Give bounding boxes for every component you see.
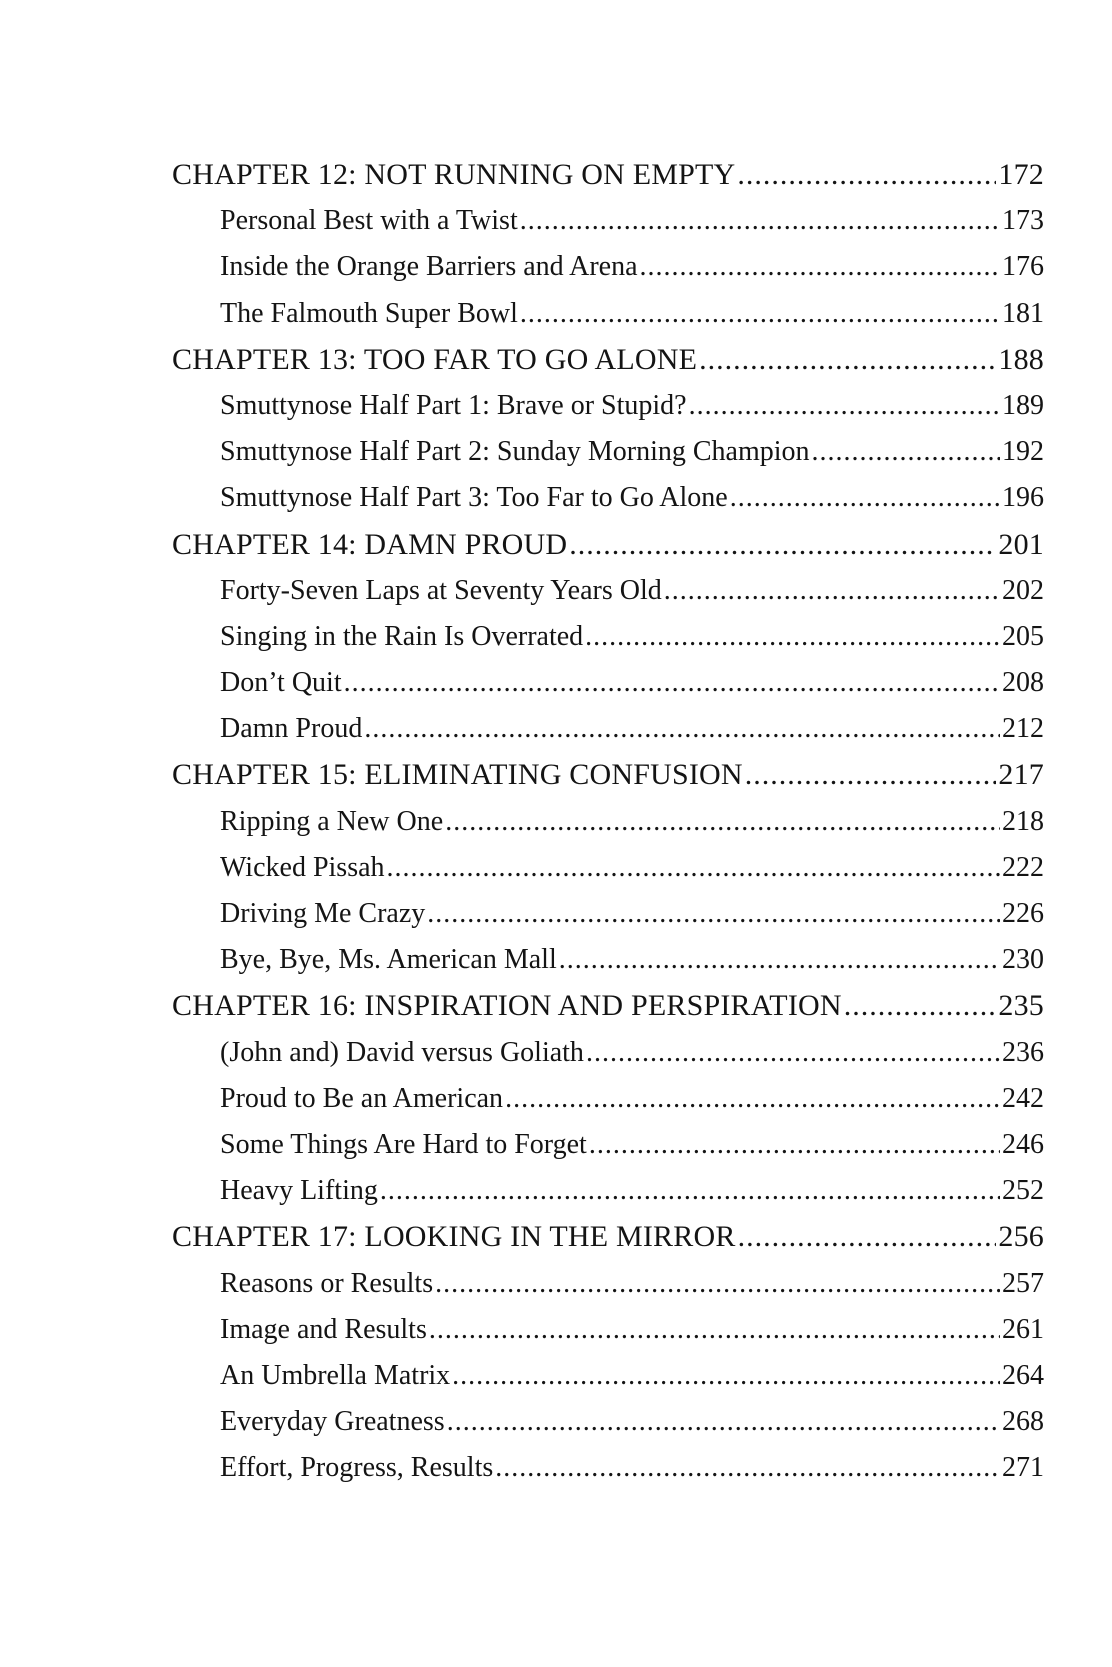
toc-entry-title: An Umbrella Matrix <box>220 1359 451 1391</box>
dot-leader <box>520 198 1000 244</box>
toc-entry-page-number: 261 <box>1002 1313 1044 1345</box>
toc-entry-page-number: 196 <box>1002 482 1044 514</box>
toc-entry-title: Image and Results <box>220 1313 427 1345</box>
dot-leader <box>586 1030 1000 1076</box>
toc-entry-title: Driving Me Crazy <box>220 898 426 929</box>
dot-leader <box>387 845 1000 891</box>
toc-entry-title: CHAPTER 17: LOOKING IN THE MIRROR <box>172 1220 736 1254</box>
toc-entry-page-number: 202 <box>1002 574 1044 606</box>
toc-entry-page-number: 189 <box>1002 389 1044 421</box>
toc-entry-page-number: 173 <box>1002 205 1044 237</box>
toc-chapter-entry <box>172 752 1044 798</box>
dot-leader <box>505 1076 1000 1122</box>
dot-leader <box>380 1168 1000 1214</box>
toc-entry-title: Singing in the Rain Is Overrated <box>220 620 584 652</box>
dot-leader <box>640 244 1001 290</box>
toc-entry-page-number: 246 <box>1002 1128 1044 1160</box>
toc-entry-page-number: 242 <box>1002 1082 1044 1114</box>
toc-entry-page-number: 222 <box>1002 851 1044 883</box>
dot-leader <box>589 1122 1000 1168</box>
dot-leader <box>699 337 996 383</box>
toc-entry-title: Personal Best with a Twist <box>220 205 518 237</box>
dot-leader <box>445 799 1000 845</box>
toc-chapter-entry <box>172 337 1044 383</box>
dot-leader <box>520 291 1000 337</box>
toc-section-entry <box>172 799 1044 845</box>
toc-section-entry <box>172 475 1044 521</box>
toc-entry-page-number: 257 <box>1002 1267 1044 1299</box>
toc-entry-page-number: 226 <box>1002 898 1044 929</box>
toc-section-entry <box>172 383 1044 429</box>
toc-section-entry <box>172 1307 1044 1353</box>
toc-entry-title: Reasons or Results <box>220 1267 434 1299</box>
dot-leader <box>689 383 1000 429</box>
toc-chapter-entry <box>172 983 1044 1029</box>
toc-entry-page-number: 212 <box>1002 713 1044 745</box>
dot-leader <box>364 706 1000 752</box>
toc-entry-title: (John and) David versus Goliath <box>220 1036 584 1068</box>
toc-entry-page-number: 201 <box>998 527 1044 561</box>
toc-entry-title: Everyday Greatness <box>220 1406 445 1438</box>
dot-leader <box>745 752 997 798</box>
toc-entry-title: Bye, Bye, Ms. American Mall <box>220 944 557 976</box>
toc-section-entry <box>172 291 1044 337</box>
dot-leader <box>447 1399 1000 1445</box>
toc-entry-title: Forty-Seven Laps at Seventy Years Old <box>220 574 662 606</box>
toc-section-entry <box>172 614 1044 660</box>
toc-section-entry <box>172 198 1044 244</box>
dot-leader <box>737 152 996 198</box>
toc-section-entry <box>172 706 1044 752</box>
toc-entry-page-number: 205 <box>1002 620 1044 652</box>
toc-entry-title: Heavy Lifting <box>220 1175 378 1207</box>
dot-leader <box>427 891 1000 937</box>
toc-entry-title: Inside the Orange Barriers and Arena <box>220 251 638 283</box>
toc-entry-title: CHAPTER 12: NOT RUNNING ON EMPTY <box>172 158 736 191</box>
dot-leader <box>429 1307 1000 1353</box>
toc-section-entry <box>172 1353 1044 1399</box>
toc-section-entry <box>172 1261 1044 1307</box>
toc-entry-title: Don’t Quit <box>220 667 342 699</box>
toc-section-entry <box>172 1399 1044 1445</box>
toc-entry-title: The Falmouth Super Bowl <box>220 297 518 329</box>
toc-section-entry <box>172 1168 1044 1214</box>
toc-entry-title: Proud to Be an American <box>220 1082 504 1114</box>
toc-section-entry <box>172 1445 1044 1491</box>
toc-entry-page-number: 264 <box>1002 1359 1044 1391</box>
dot-leader <box>812 429 1000 475</box>
toc-entry-title: Ripping a New One <box>220 805 444 837</box>
toc-section-entry <box>172 429 1044 475</box>
toc-section-entry <box>172 937 1044 983</box>
toc-section-entry <box>172 1122 1044 1168</box>
toc-chapter-entry <box>172 1214 1044 1260</box>
dot-leader <box>569 522 996 568</box>
dot-leader <box>559 937 1000 983</box>
toc-entry-page-number: 172 <box>998 158 1044 191</box>
toc-entry-title: Damn Proud <box>220 713 363 745</box>
toc-entry-page-number: 218 <box>1002 805 1044 837</box>
toc-entry-page-number: 230 <box>1002 944 1044 976</box>
toc-entry-page-number: 252 <box>1002 1175 1044 1207</box>
dot-leader <box>738 1214 997 1260</box>
toc-entry-page-number: 217 <box>998 758 1044 792</box>
table-of-contents <box>172 152 1044 1491</box>
toc-entry-title: Some Things Are Hard to Forget <box>220 1128 587 1160</box>
toc-section-entry <box>172 1076 1044 1122</box>
toc-section-entry <box>172 568 1044 614</box>
toc-section-entry <box>172 1030 1044 1076</box>
dot-leader <box>435 1261 1000 1307</box>
dot-leader <box>495 1445 1000 1491</box>
toc-entry-page-number: 176 <box>1002 251 1044 283</box>
toc-entry-page-number: 181 <box>1002 297 1044 329</box>
dot-leader <box>344 660 1000 706</box>
dot-leader <box>664 568 1000 614</box>
toc-section-entry <box>172 244 1044 290</box>
toc-entry-page-number: 236 <box>1002 1036 1044 1068</box>
toc-entry-page-number: 271 <box>1002 1452 1044 1484</box>
toc-entry-title: Smuttynose Half Part 2: Sunday Morning Champion <box>220 436 810 468</box>
toc-entry-title: CHAPTER 13: TOO FAR TO GO ALONE <box>172 342 698 376</box>
toc-entry-title: Smuttynose Half Part 1: Brave or Stupid? <box>220 389 687 421</box>
toc-entry-title: CHAPTER 16: INSPIRATION AND PERSPIRATION <box>172 989 842 1023</box>
toc-entry-title: Smuttynose Half Part 3: Too Far to Go Alone <box>220 482 728 514</box>
dot-leader <box>730 475 1000 521</box>
toc-entry-page-number: 208 <box>1002 667 1044 699</box>
dot-leader <box>585 614 1000 660</box>
toc-section-entry <box>172 891 1044 937</box>
toc-section-entry <box>172 660 1044 706</box>
toc-entry-title: Wicked Pissah <box>220 851 385 883</box>
toc-entry-page-number: 235 <box>998 989 1044 1023</box>
toc-section-entry <box>172 845 1044 891</box>
toc-entry-page-number: 256 <box>998 1220 1044 1254</box>
dot-leader <box>452 1353 1000 1399</box>
toc-entry-title: CHAPTER 15: ELIMINATING CONFUSION <box>172 758 743 792</box>
toc-entry-page-number: 192 <box>1002 436 1044 468</box>
toc-chapter-entry <box>172 522 1044 568</box>
toc-entry-title: Effort, Progress, Results <box>220 1452 494 1484</box>
toc-entry-title: CHAPTER 14: DAMN PROUD <box>172 527 568 561</box>
toc-chapter-entry <box>172 152 1044 198</box>
toc-entry-page-number: 268 <box>1002 1406 1044 1438</box>
dot-leader <box>844 983 997 1029</box>
toc-entry-page-number: 188 <box>998 342 1044 376</box>
